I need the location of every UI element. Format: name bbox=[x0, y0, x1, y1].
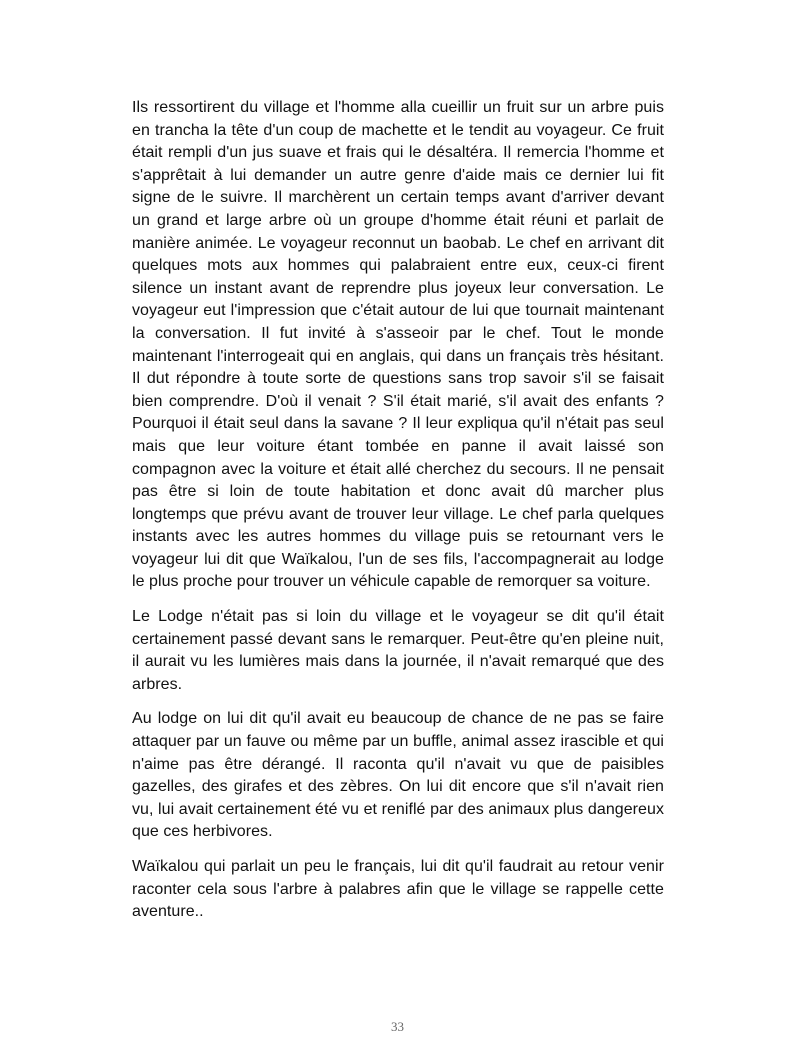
paragraph-1: Ils ressortirent du village et l'homme alla cueillir un fruit sur un arbre puis en trancha la tête d'un coup de machette et le tendit au voyageur. Ce fruit était rempli d'un jus suave et frais qui le désaltéra. Il remercia l'homme et s'apprêtait à lui demander un autre genre d'aide mais ce dernier lui fit signe de le suivre. Il marchèrent un certain temps avant d'arriver devant un grand et large arbre où un groupe d'homme était réuni et parlait de manière animée. Le voyageur reconnut un baobab. Le chef en arrivant dit quelques mots aux hommes qui palabraient entre eux, ceux-ci firent silence un instant avant de reprendre plus joyeux leur conversation. Le voyageur eut l'impression que c'était autour de lui que tournait maintenant la conversation. Il fut invité à s'asseoir par le chef. Tout le monde maintenant l'interrogeait qui en anglais, qui dans un français très hésitant. Il dut répondre à toute sorte de questions sans trop savoir s'il se faisait bien comprendre. D'où il venait ? S'il était marié, s'il avait des enfants ? Pourquoi il était seul dans la savane ? Il leur expliqua qu'il n'était pas seul mais que leur voiture étant tombée en panne il avait laissé son compagnon avec la voiture et était allé cherchez du secours. Il ne pensait pas être si loin de toute habitation et donc avait dû marcher plus longtemps que prévu avant de trouver leur village. Le chef parla quelques instants avec les autres hommes du village puis se retournant vers le voyageur lui dit que Waïkalou, l'un de ses fils, l'accompagnerait au lodge le plus proche pour trouver un véhicule capable de remorquer sa voiture. bbox=[132, 99, 664, 591]
paragraph-4: Waïkalou qui parlait un peu le français, lui dit qu'il faudrait au retour venir raconter cela sous l'arbre à palabres afin que le village se rappelle cette aventure.. bbox=[132, 858, 664, 921]
paragraph-2: Le Lodge n'était pas si loin du village et le voyageur se dit qu'il était certainement passé devant sans le remarquer. Peut-être qu'en pleine nuit, il aurait vu les lumières mais dans la journée, il n'avait remarqué que des arbres. bbox=[132, 608, 664, 693]
page-number: 33 bbox=[391, 1019, 404, 1034]
paragraph-3: Au lodge on lui dit qu'il avait eu beaucoup de chance de ne pas se faire attaquer par un fauve ou même par un buffle, animal assez irascible et qui n'aime pas être dérangé. Il raconta qu'il n'avait vu que de paisibles gazelles, des girafes et des zèbres. On lui dit encore que s'il n'avait rien vu, lui avait certainement été vu et reniflé par des animaux plus dangereux que ces herbivores. bbox=[132, 710, 664, 841]
body-text bbox=[132, 97, 664, 936]
